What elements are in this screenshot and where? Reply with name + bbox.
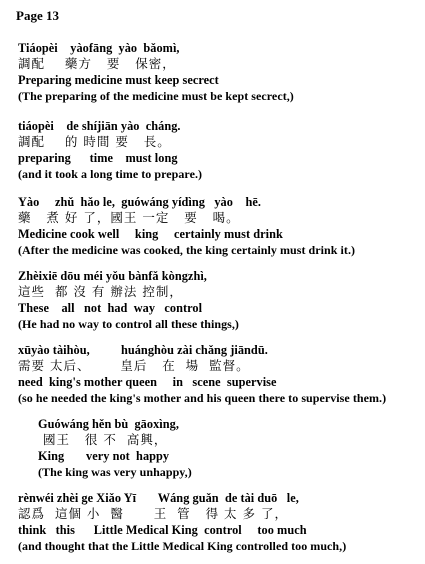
- translation-line: (so he needed the king's mother and his queen there to supervise them.): [18, 391, 387, 405]
- translation-line: (The king was very unhappy,): [38, 465, 192, 479]
- gloss-line: Medicine cook well king certainly must drink: [18, 227, 283, 241]
- gloss-line: need king's mother queen in scene supervise: [18, 375, 277, 389]
- pinyin-line: Guówáng hěn bù gāoxìng,: [38, 417, 179, 431]
- stanza: [18, 490, 422, 554]
- chinese-line: 調配 的 時間 要 長。: [18, 134, 171, 149]
- stanza: [18, 118, 422, 182]
- gloss-line: think this Little Medical King control too much: [18, 523, 307, 537]
- chinese-line: 藥 煮 好 了，國王 一定 要 喝。: [18, 210, 240, 225]
- chinese-line: 認爲 這個 小 醫 王 管 得 太 多 了，: [18, 506, 288, 521]
- stanza: [18, 268, 422, 332]
- stanza: [18, 342, 422, 406]
- gloss-line: preparing time must long: [18, 151, 178, 165]
- stanza: [18, 40, 422, 104]
- gloss-line: King very not happy: [38, 449, 170, 463]
- chinese-line: 調配 藥方 要 保密，: [18, 56, 176, 71]
- chinese-line: 這些 都 沒 有 辦法 控制，: [18, 284, 183, 299]
- translation-line: (The preparing of the medicine must be kept secrect,): [18, 89, 294, 103]
- stanza: [38, 416, 425, 480]
- pinyin-line: Yào zhǔ hǎo le, guówáng yídìng yào hē.: [18, 195, 261, 209]
- page-number: Page 13: [16, 8, 59, 23]
- gloss-line: Preparing medicine must keep secrect: [18, 73, 219, 87]
- pinyin-line: rènwéi zhèi ge Xiǎo Yī Wáng guǎn de tài duō le,: [18, 491, 299, 505]
- chinese-line: 國王 很 不 高興，: [38, 432, 168, 447]
- pinyin-line: tiáopèi de shíjiān yào cháng.: [18, 119, 181, 133]
- pinyin-line: Tiáopèi yàofāng yào bǎomì,: [18, 41, 180, 55]
- stanza: [18, 194, 422, 258]
- translation-line: (After the medicine was cooked, the king certainly must drink it.): [18, 243, 356, 257]
- translation-line: (He had no way to control all these things,): [18, 317, 239, 331]
- gloss-line: These all not had way control: [18, 301, 203, 315]
- translation-line: (and thought that the Little Medical King controlled too much,): [18, 539, 347, 553]
- chinese-line: 需要 太后、 皇后 在 場 監督。: [18, 358, 250, 373]
- pinyin-line: Zhèixiē dōu méi yǒu bànfǎ kòngzhì,: [18, 269, 207, 283]
- pinyin-line: xūyào tàihòu, huánghòu zài chǎng jiāndū.: [18, 343, 268, 357]
- translation-line: (and it took a long time to prepare.): [18, 167, 203, 181]
